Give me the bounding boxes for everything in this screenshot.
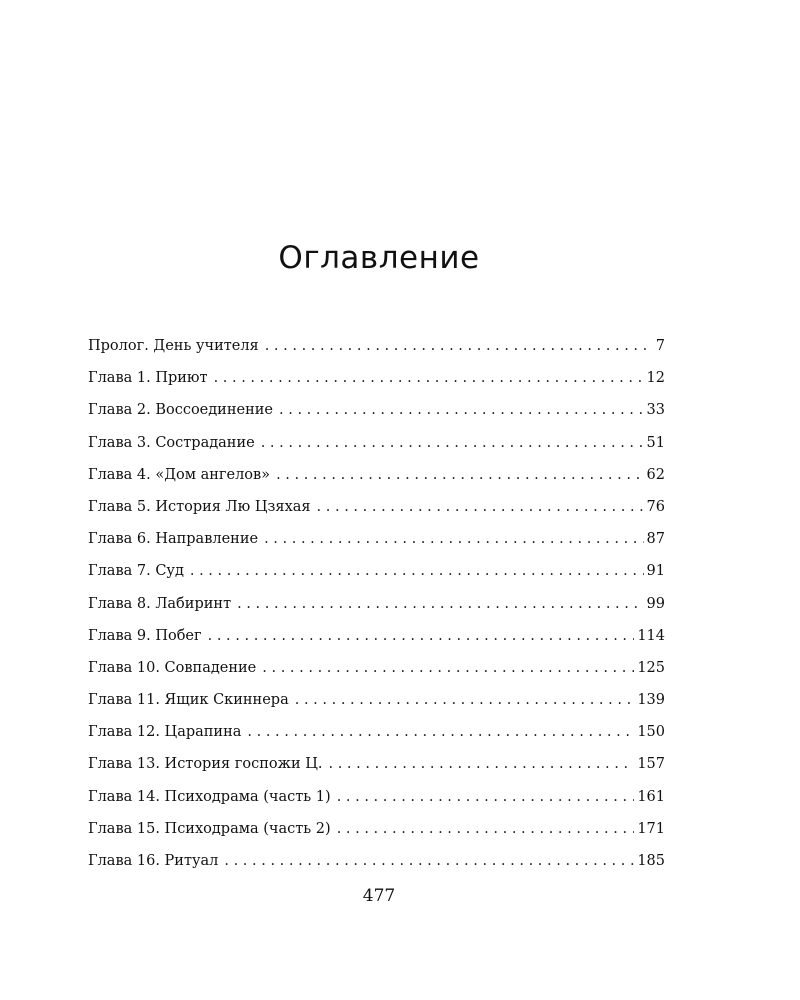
- entry-title: Глава 7. Суд: [88, 563, 184, 580]
- toc-entry-chapter-12[interactable]: [88, 716, 665, 748]
- entry-title: Глава 5. История Лю Цзяхая: [88, 498, 311, 515]
- toc-entry-chapter-2[interactable]: [88, 394, 665, 426]
- dot-leader: [265, 330, 653, 362]
- dot-leader: [262, 652, 634, 684]
- entry-title: Глава 13. История госпожи Ц.: [88, 756, 323, 773]
- entry-page: 125: [637, 659, 665, 676]
- entry-page: 185: [637, 853, 665, 869]
- entry-title: Глава 1. Приют: [88, 370, 208, 387]
- toc-entry-chapter-15[interactable]: [88, 813, 665, 845]
- dot-leader: [295, 684, 635, 716]
- entry-page: 51: [646, 434, 665, 451]
- entry-title: Глава 16. Ритуал: [88, 853, 219, 869]
- entry-title: Глава 10. Совпадение: [88, 659, 257, 676]
- entry-page: 161: [637, 788, 665, 805]
- toc-entry-chapter-7[interactable]: [88, 555, 665, 587]
- dot-leader: [317, 491, 644, 523]
- entry-page: 114: [637, 627, 665, 644]
- entry-page: 139: [637, 692, 665, 709]
- dot-leader: [247, 716, 634, 748]
- entry-page: 87: [646, 531, 665, 548]
- dot-leader: [214, 362, 644, 394]
- entry-page: 171: [637, 820, 665, 837]
- entry-title: Глава 12. Царапина: [88, 724, 242, 741]
- dot-leader: [224, 845, 634, 877]
- toc-entry-chapter-16[interactable]: [88, 845, 665, 877]
- dot-leader: [337, 813, 635, 845]
- toc-entry-chapter-9[interactable]: [88, 620, 665, 652]
- toc-entry-chapter-8[interactable]: [88, 588, 665, 620]
- toc-entry-chapter-11[interactable]: [88, 684, 665, 716]
- toc-entry-chapter-1[interactable]: [88, 362, 665, 394]
- entry-title: Пролог. День учителя: [88, 338, 259, 354]
- toc-entry-chapter-14[interactable]: [88, 781, 665, 813]
- entry-page: 150: [637, 724, 665, 741]
- entry-page: 62: [646, 466, 665, 483]
- dot-leader: [208, 620, 635, 652]
- table-of-contents: [88, 330, 665, 877]
- entry-page: 76: [646, 498, 665, 515]
- dot-leader: [190, 555, 644, 587]
- toc-entry-prologue[interactable]: [88, 330, 665, 362]
- toc-entry-chapter-5[interactable]: [88, 491, 665, 523]
- entry-title: Глава 6. Направление: [88, 531, 259, 548]
- entry-page: 157: [637, 756, 665, 773]
- toc-entry-chapter-13[interactable]: [88, 748, 665, 780]
- entry-title: Глава 11. Ящик Скиннера: [88, 692, 289, 709]
- dot-leader: [279, 394, 644, 426]
- entry-page: 7: [655, 338, 665, 354]
- toc-entry-chapter-3[interactable]: [88, 427, 665, 459]
- dot-leader: [261, 427, 644, 459]
- dot-leader: [276, 459, 643, 491]
- entry-title: Глава 3. Сострадание: [88, 434, 255, 451]
- dot-leader: [264, 523, 643, 555]
- dot-leader: [237, 588, 643, 620]
- dot-leader: [337, 781, 635, 813]
- entry-page: 99: [646, 595, 665, 612]
- toc-entry-chapter-10[interactable]: [88, 652, 665, 684]
- entry-title: Глава 2. Воссоединение: [88, 402, 274, 419]
- page-number: 477: [362, 886, 396, 906]
- entry-title: Глава 8. Лабиринт: [88, 595, 232, 612]
- dot-leader: [328, 748, 634, 780]
- toc-entry-chapter-4[interactable]: [88, 459, 665, 491]
- entry-title: Глава 4. «Дом ангелов»: [88, 466, 271, 483]
- toc-entry-chapter-6[interactable]: [88, 523, 665, 555]
- entry-page: 33: [646, 402, 665, 419]
- entry-title: Глава 15. Психодрама (часть 2): [88, 820, 331, 837]
- entry-title: Глава 14. Психодрама (часть 1): [88, 788, 331, 805]
- page-title: Оглавление: [278, 240, 480, 276]
- entry-page: 91: [646, 563, 665, 580]
- entry-page: 12: [646, 370, 665, 387]
- entry-title: Глава 9. Побег: [88, 627, 202, 644]
